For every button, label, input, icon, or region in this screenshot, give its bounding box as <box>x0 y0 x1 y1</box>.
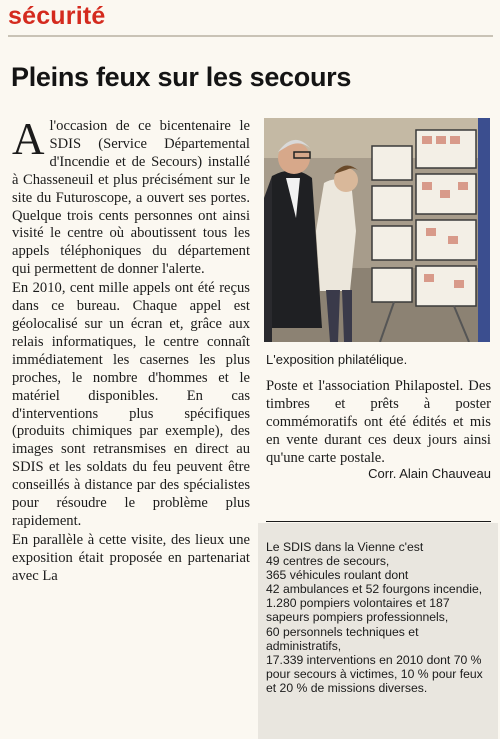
article-body-right-column <box>266 378 491 468</box>
paragraph-philatelic: Poste et l'association Philapostel. Des timbres et prêts à poster commémoratifs ont été édités et mis en vente durant ces deux jours ainsi qu'une carte postale. <box>266 378 491 466</box>
drop-cap: A <box>12 114 45 164</box>
paragraph-intro <box>12 114 250 279</box>
fact-interventions: 17.339 interventions en 2010 dont 70 % pour secours à victimes, 10 % pour feux et 20 % de missions diverses. <box>266 652 483 695</box>
article-headline: Pleins feux sur les secours <box>11 62 352 92</box>
author-signature: Corr. Alain Chauveau <box>368 466 491 481</box>
signature-divider <box>266 521 491 522</box>
exhibition-photo-illustration <box>264 118 490 342</box>
sdis-facts-box <box>266 540 491 695</box>
section-label: sécurité <box>8 2 106 30</box>
section-divider <box>8 35 493 37</box>
paragraph-calls: En 2010, cent mille appels ont été reçus dans ce bureau. Chaque appel est géolocalisé sur un écran et, grâce aux relais informatiques, le centre connaît immédiatement les casernes les plus proches, le nombre d'hommes et le matériel disponibles. En cas d'interventions plus spécifiques (produits chimiques par exemple), des images sont retransmises en direct au SDIS et les soldats du feu peuvent être conseillés à distance par des spécialistes pour résoudre le problème plus rapidement. <box>12 280 250 529</box>
photo-caption: L'exposition philatélique. <box>266 352 408 367</box>
fact-intro: Le SDIS dans la Vienne c'est <box>266 540 424 554</box>
fact-staff: 60 personnels techniques et administratifs, <box>266 624 419 653</box>
article-body-left-column <box>12 114 250 587</box>
paragraph-exhibition: En parallèle à cette visite, des lieux une exposition était proposée en partenariat avec La <box>12 531 250 584</box>
paragraph-intro-text: l'occasion de ce bicentenaire le SDIS (Service Départemental d'Incendie et de Secours) installé à Chasseneuil et plus précisément sur le site du Futuroscope, a ouvert ses portes. Quelque trois cents personnes ont ainsi visité le centre où aboutissent tous les appels téléphoniques du département qui permettent de donner l'alerte. <box>12 118 250 278</box>
fact-centres: 49 centres de secours, <box>266 554 390 569</box>
article-photo <box>264 118 490 342</box>
fact-vehicles: 365 véhicules roulant dont <box>266 568 409 583</box>
fact-ambulances-firefighters: 42 ambulances et 52 fourgons incendie, 1.280 pompiers volontaires et 187 sapeurs pompiers professionnels, <box>266 582 483 625</box>
